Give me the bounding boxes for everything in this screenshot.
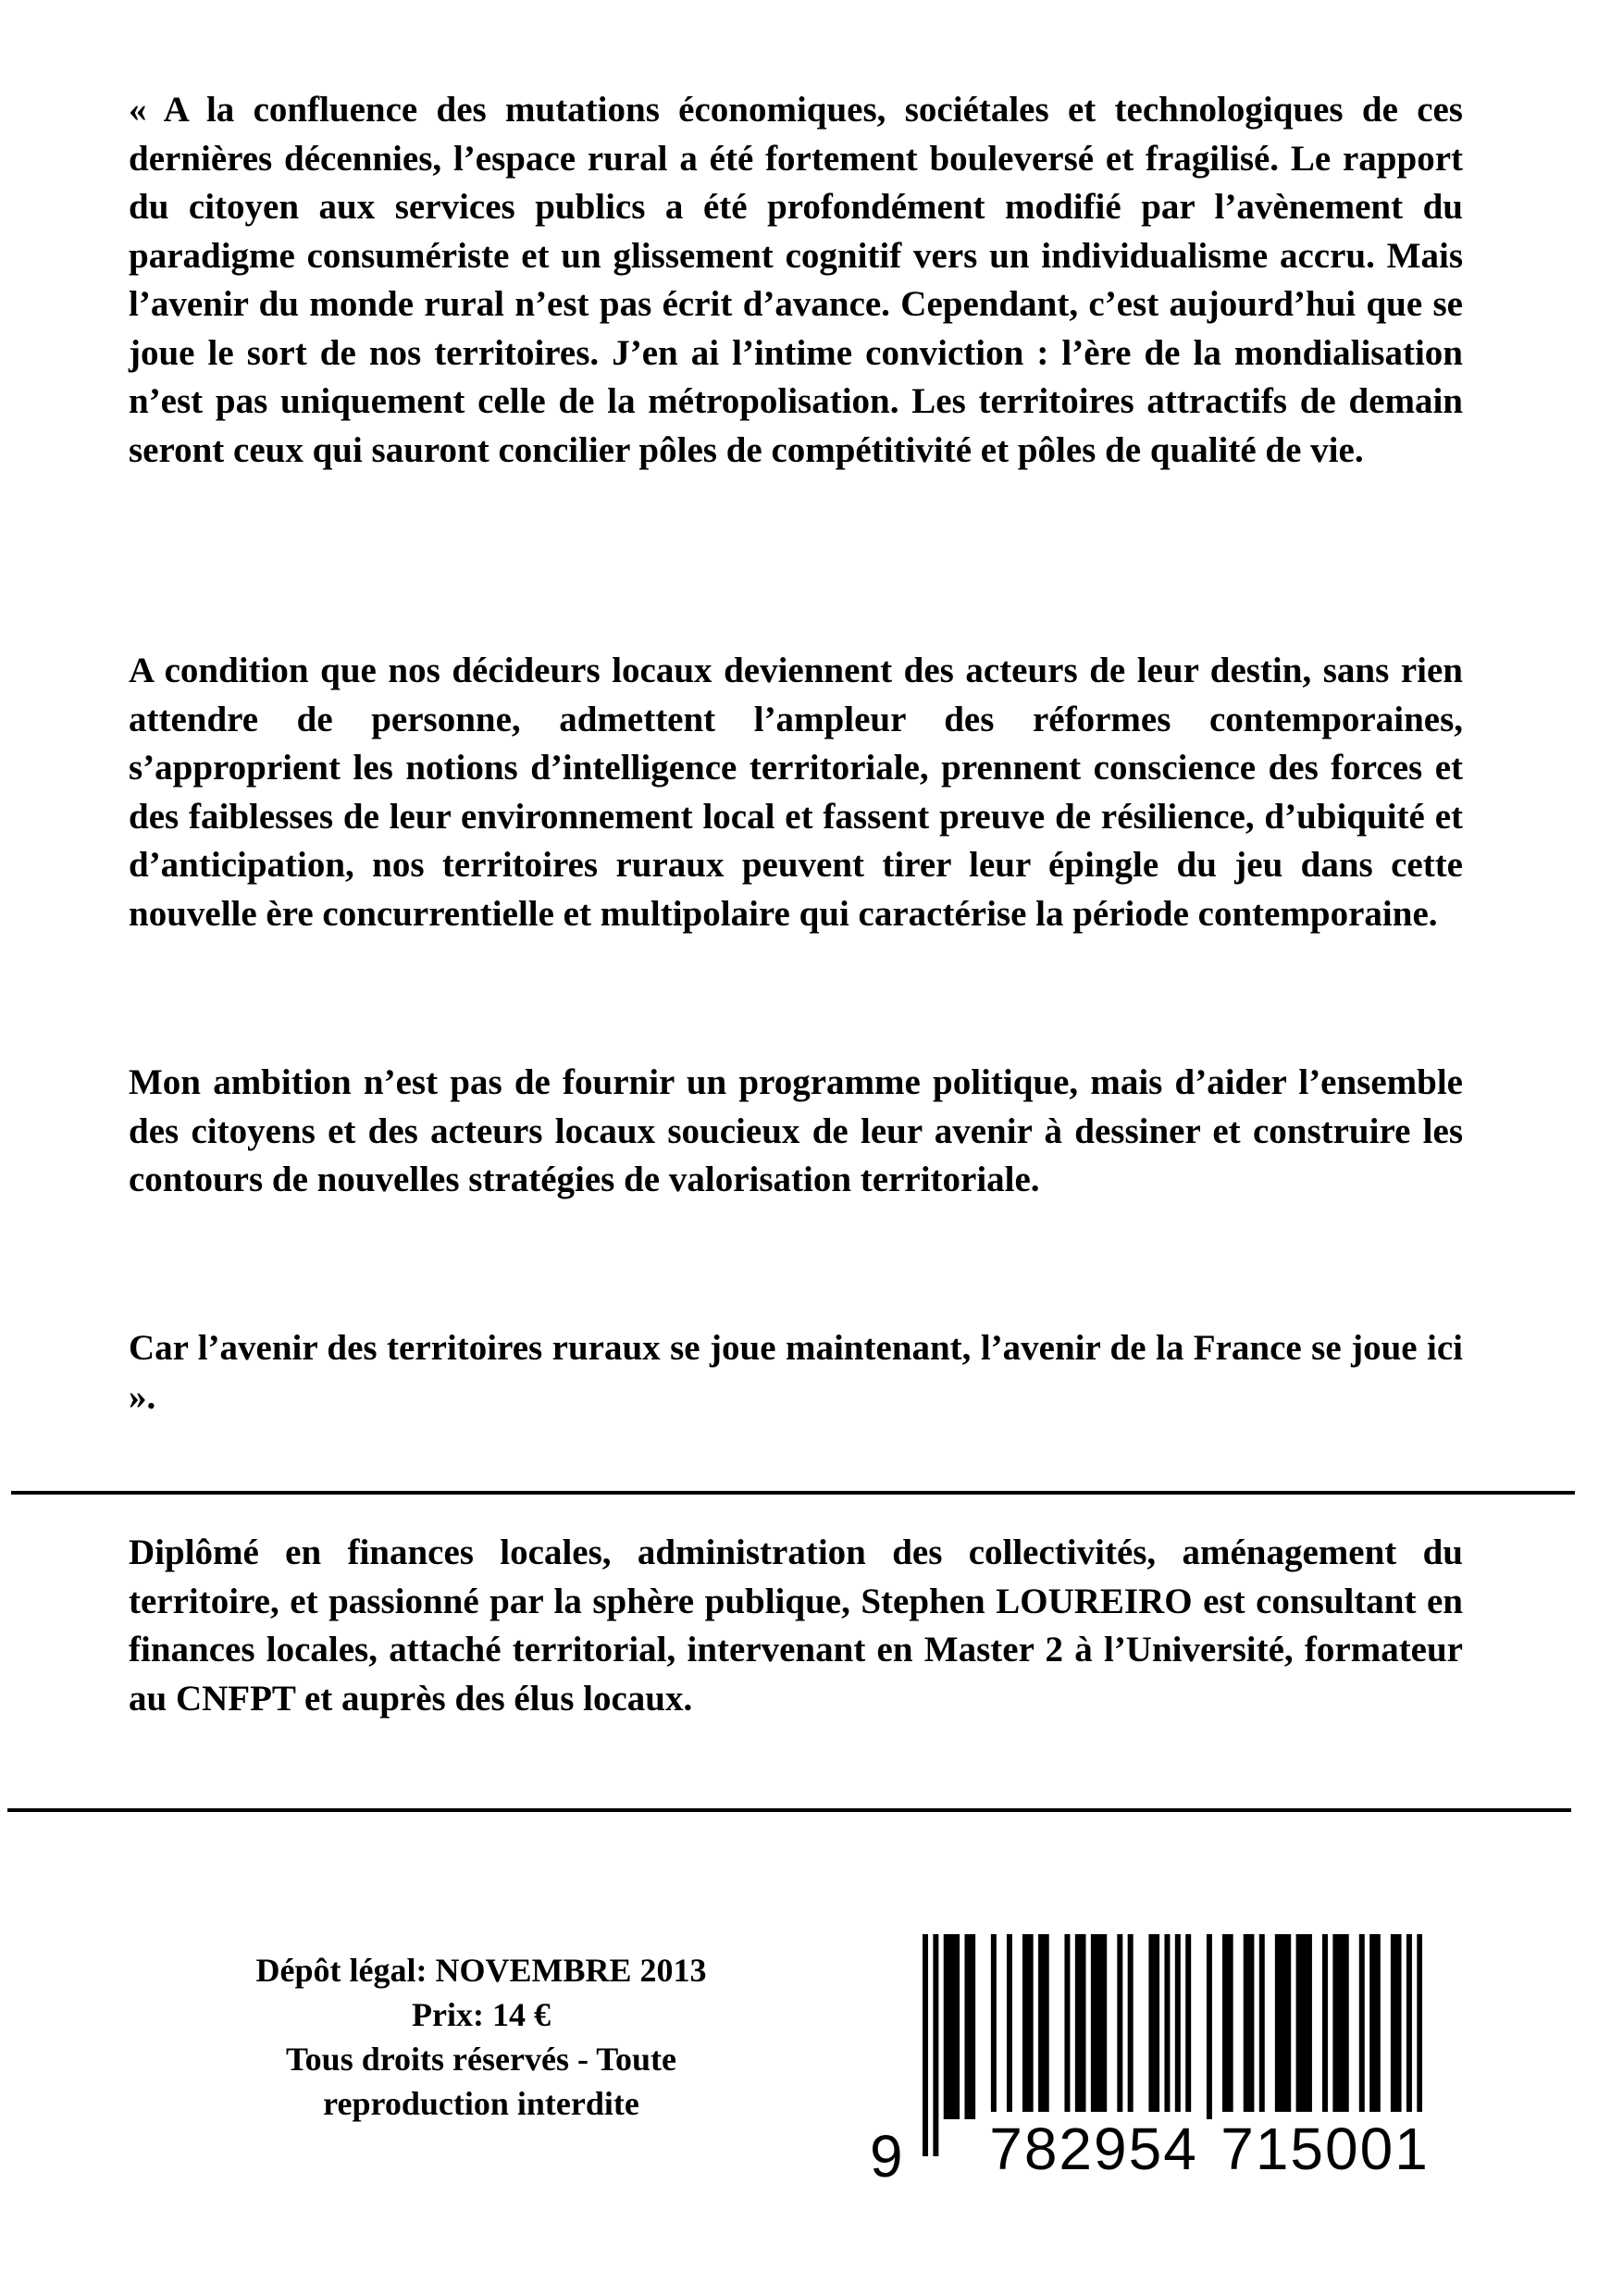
legal-notice <box>222 1948 740 2126</box>
barcode-bar-3 <box>964 1934 975 2119</box>
barcode-bar-13 <box>1148 1934 1159 2119</box>
barcode-bar-23 <box>1322 1934 1328 2119</box>
barcode-bar-16 <box>1185 1934 1191 2119</box>
rights-line-2: reproduction interdite <box>323 2085 639 2122</box>
barcode-bar-1 <box>933 1934 938 2156</box>
barcode-bar-21 <box>1275 1934 1291 2119</box>
rights-line-1: Tous droits réservés - Toute <box>285 2041 677 2078</box>
barcode-bar-19 <box>1244 1934 1255 2119</box>
barcode-right-digits: 715001 <box>1214 2112 1436 2186</box>
barcode-bar-4 <box>991 1934 997 2119</box>
legal-deposit: Dépôt légal: NOVEMBRE 2013 <box>255 1952 707 1989</box>
back-cover-paragraph-4: Car l’avenir des territoires ruraux se joue maintenant, l’avenir de la France se joue ici ». <box>129 1328 1463 1417</box>
barcode-bar-11 <box>1117 1934 1122 2119</box>
divider-top <box>11 1491 1575 1495</box>
barcode-bar-12 <box>1128 1934 1134 2119</box>
barcode-bar-20 <box>1259 1934 1265 2119</box>
divider-bottom <box>7 1808 1571 1812</box>
price: Prix: 14 € <box>412 1996 551 2033</box>
barcode-bar-0 <box>923 1934 928 2156</box>
isbn-barcode <box>870 1934 1481 2221</box>
barcode-bar-6 <box>1022 1934 1034 2119</box>
barcode-bar-9 <box>1075 1934 1086 2119</box>
barcode-bar-17 <box>1207 1934 1212 2119</box>
barcode-bar-2 <box>944 1934 960 2119</box>
barcode-bar-5 <box>1007 1934 1012 2119</box>
barcode-bar-7 <box>1038 1934 1049 2119</box>
back-cover-paragraph-1: « A la confluence des mutations économiques, sociétales et technologiques de ces dernières décennies, l’espace rural a été fortement bouleversé et fragilisé. Le rapport du citoyen aux services publics a été profondément modifié par l’avènement du paradigme consumériste et un glissement cognitif vers un individualisme accru. Mais l’avenir du monde rural n’est pas écrit d’avance. Cependant, c’est aujourd’hui que se joue le sort de nos territoires. J’en ai l’intime conviction : l’ère de la mondialisation n’est pas uniquement celle de la métropolisation. Les territoires attractifs de demain seront ceux qui sauront concilier pôles de compétitivité et pôles de qualité de vie. <box>129 90 1463 470</box>
barcode-bar-27 <box>1391 1934 1402 2119</box>
barcode-bar-24 <box>1332 1934 1348 2119</box>
barcode-bar-10 <box>1091 1934 1107 2119</box>
barcode-bar-8 <box>1064 1934 1070 2119</box>
barcode-bar-25 <box>1359 1934 1365 2119</box>
barcode-bar-22 <box>1296 1934 1312 2119</box>
barcode-left-digits: 782954 <box>983 2112 1205 2186</box>
barcode-bar-26 <box>1369 1934 1381 2119</box>
barcode-first-digit: 9 <box>870 2123 905 2190</box>
back-cover-paragraph-3: Mon ambition n’est pas de fournir un programme politique, mais d’aider l’ensemble des citoyens et des acteurs locaux soucieux de leur avenir à dessiner et construire les contours de nouvelles stratégies de valorisation territoriale. <box>129 1062 1463 1199</box>
back-cover-paragraph-2: A condition que nos décideurs locaux deviennent des acteurs de leur destin, sans rien attendre de personne, admettent l’ampleur des réformes contemporaines, s’approprient les notions d’intelligence territoriale, prennent conscience des forces et des faiblesses de leur environnement local et fassent preuve de résilience, d’ubiquité et d’anticipation, nos territoires ruraux peuvent tirer leur épingle du jeu dans cette nouvelle ère concurrentielle et multipolaire qui caractérise la période contemporaine. <box>129 651 1463 934</box>
barcode-bar-18 <box>1222 1934 1233 2119</box>
author-bio: Diplômé en finances locales, administration des collectivités, aménagement du territoire, et passionné par la sphère publique, Stephen LOUREIRO est consultant en finances locales, attaché territorial, intervenant en Master 2 à l’Université, formateur au CNFPT et auprès des élus locaux. <box>129 1533 1463 1719</box>
